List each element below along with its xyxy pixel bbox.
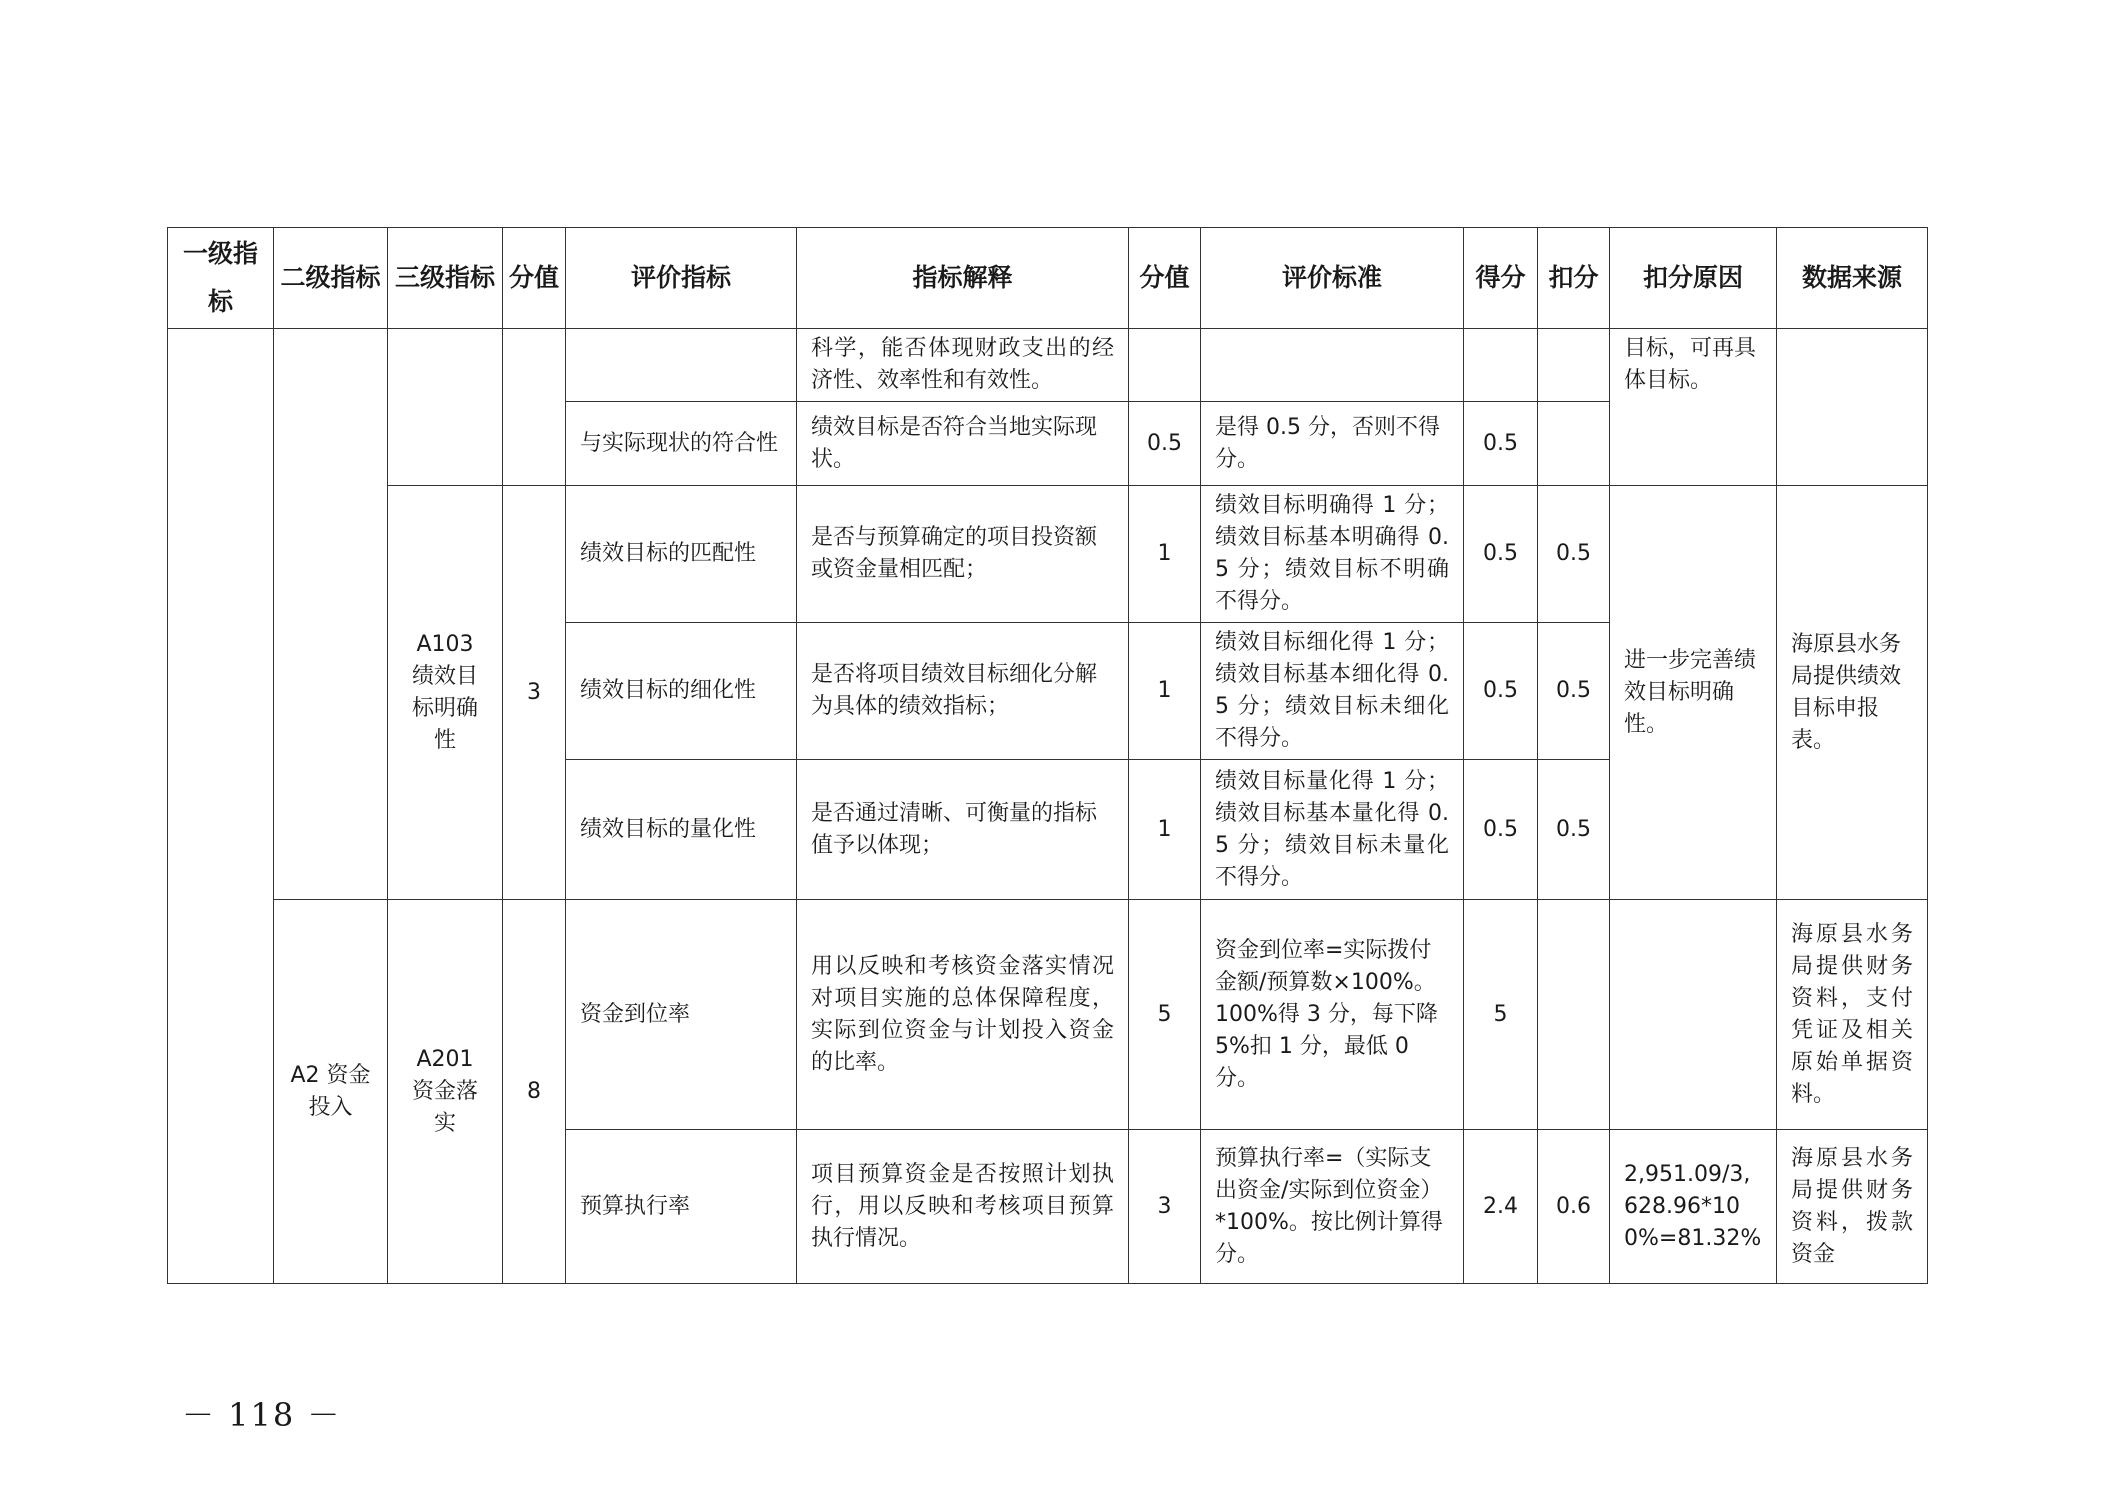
indicator-cell <box>566 329 797 402</box>
header-explanation: 指标解释 <box>797 228 1129 329</box>
deduction-reason-cell <box>1610 900 1777 1130</box>
page-number: － 118 － <box>182 1396 342 1434</box>
table-row <box>168 329 1928 402</box>
indicator-cell: 绩效目标的量化性 <box>566 760 797 900</box>
explanation-cell: 科学，能否体现财政支出的经济性、效率性和有效性。 <box>797 329 1129 402</box>
level3-score-cell: 8 <box>503 900 566 1284</box>
score-cell: 5 <box>1129 900 1201 1130</box>
standard-cell: 绩效目标量化得 1 分；绩效目标基本量化得 0.5 分；绩效目标未量化不得分。 <box>1201 760 1464 900</box>
standard-cell: 绩效目标细化得 1 分；绩效目标基本细化得 0.5 分；绩效目标未细化不得分。 <box>1201 623 1464 760</box>
level2-cell: A2 资金投入 <box>274 900 388 1284</box>
header-level2: 二级指标 <box>274 228 388 329</box>
deduction-cell: 0.5 <box>1538 486 1610 623</box>
level2-cell <box>274 329 388 900</box>
level3-cell <box>388 329 503 486</box>
header-score: 分值 <box>1129 228 1201 329</box>
data-source-cell: 海原县水务局提供财务资料，支付凭证及相关原始单据资料。 <box>1777 900 1928 1130</box>
deduction-cell: 0.6 <box>1538 1130 1610 1284</box>
explanation-cell: 项目预算资金是否按照计划执行，用以反映和考核项目预算执行情况。 <box>797 1130 1129 1284</box>
level3-cell: A103 绩效目标明确性 <box>388 486 503 900</box>
header-level3: 三级指标 <box>388 228 503 329</box>
level3-score-cell: 3 <box>503 486 566 900</box>
table-row <box>168 900 1928 1130</box>
deduction-cell <box>1538 329 1610 402</box>
deduction-cell: 0.5 <box>1538 623 1610 760</box>
data-source-cell: 海原县水务局提供绩效目标申报表。 <box>1777 486 1928 900</box>
got-score-cell: 0.5 <box>1464 402 1538 486</box>
explanation-cell: 是否将项目绩效目标细化分解为具体的绩效指标； <box>797 623 1129 760</box>
header-got-score: 得分 <box>1464 228 1538 329</box>
deduction-reason-cell: 进一步完善绩效目标明确性。 <box>1610 486 1777 900</box>
deduction-cell <box>1538 900 1610 1130</box>
deduction-reason-cell: 目标，可再具体目标。 <box>1610 329 1777 486</box>
got-score-cell: 0.5 <box>1464 623 1538 760</box>
data-source-cell: 海原县水务局提供财务资料，拨款资金 <box>1777 1130 1928 1284</box>
explanation-cell: 用以反映和考核资金落实情况对项目实施的总体保障程度，实际到位资金与计划投入资金的比率。 <box>797 900 1129 1130</box>
indicator-cell: 资金到位率 <box>566 900 797 1130</box>
header-standard: 评价标准 <box>1201 228 1464 329</box>
header-deduction-reason: 扣分原因 <box>1610 228 1777 329</box>
indicator-cell: 绩效目标的匹配性 <box>566 486 797 623</box>
level3-cell: A201 资金落实 <box>388 900 503 1284</box>
standard-cell <box>1201 329 1464 402</box>
header-data-source: 数据来源 <box>1777 228 1928 329</box>
standard-cell: 资金到位率=实际拨付金额/预算数×100%。100%得 3 分，每下降 5%扣 1 分，最低 0 分。 <box>1201 900 1464 1130</box>
standard-cell: 是得 0.5 分，否则不得分。 <box>1201 402 1464 486</box>
table-header-row <box>168 228 1928 329</box>
indicator-cell: 绩效目标的细化性 <box>566 623 797 760</box>
score-cell: 1 <box>1129 760 1201 900</box>
deduction-reason-cell: 2,951.09/3,628.96*100%=81.32% <box>1610 1130 1777 1284</box>
standard-cell: 绩效目标明确得 1 分；绩效目标基本明确得 0.5 分；绩效目标不明确不得分。 <box>1201 486 1464 623</box>
evaluation-table <box>167 227 1928 1284</box>
level1-cell <box>168 329 274 1284</box>
header-deduction: 扣分 <box>1538 228 1610 329</box>
indicator-cell: 预算执行率 <box>566 1130 797 1284</box>
got-score-cell: 2.4 <box>1464 1130 1538 1284</box>
explanation-cell: 是否通过清晰、可衡量的指标值予以体现； <box>797 760 1129 900</box>
got-score-cell: 0.5 <box>1464 486 1538 623</box>
got-score-cell: 0.5 <box>1464 760 1538 900</box>
level3-score-cell <box>503 329 566 486</box>
deduction-cell: 0.5 <box>1538 760 1610 900</box>
header-level3-score: 分值 <box>503 228 566 329</box>
score-cell: 3 <box>1129 1130 1201 1284</box>
data-source-cell <box>1777 329 1928 486</box>
got-score-cell: 5 <box>1464 900 1538 1130</box>
got-score-cell <box>1464 329 1538 402</box>
table-row <box>168 486 1928 623</box>
score-cell <box>1129 329 1201 402</box>
standard-cell: 预算执行率=（实际支出资金/实际到位资金）*100%。按比例计算得分。 <box>1201 1130 1464 1284</box>
header-indicator: 评价指标 <box>566 228 797 329</box>
explanation-cell: 是否与预算确定的项目投资额或资金量相匹配； <box>797 486 1129 623</box>
score-cell: 1 <box>1129 623 1201 760</box>
deduction-cell <box>1538 402 1610 486</box>
explanation-cell: 绩效目标是否符合当地实际现状。 <box>797 402 1129 486</box>
indicator-cell: 与实际现状的符合性 <box>566 402 797 486</box>
header-level1: 一级指标 <box>168 228 274 329</box>
score-cell: 0.5 <box>1129 402 1201 486</box>
score-cell: 1 <box>1129 486 1201 623</box>
